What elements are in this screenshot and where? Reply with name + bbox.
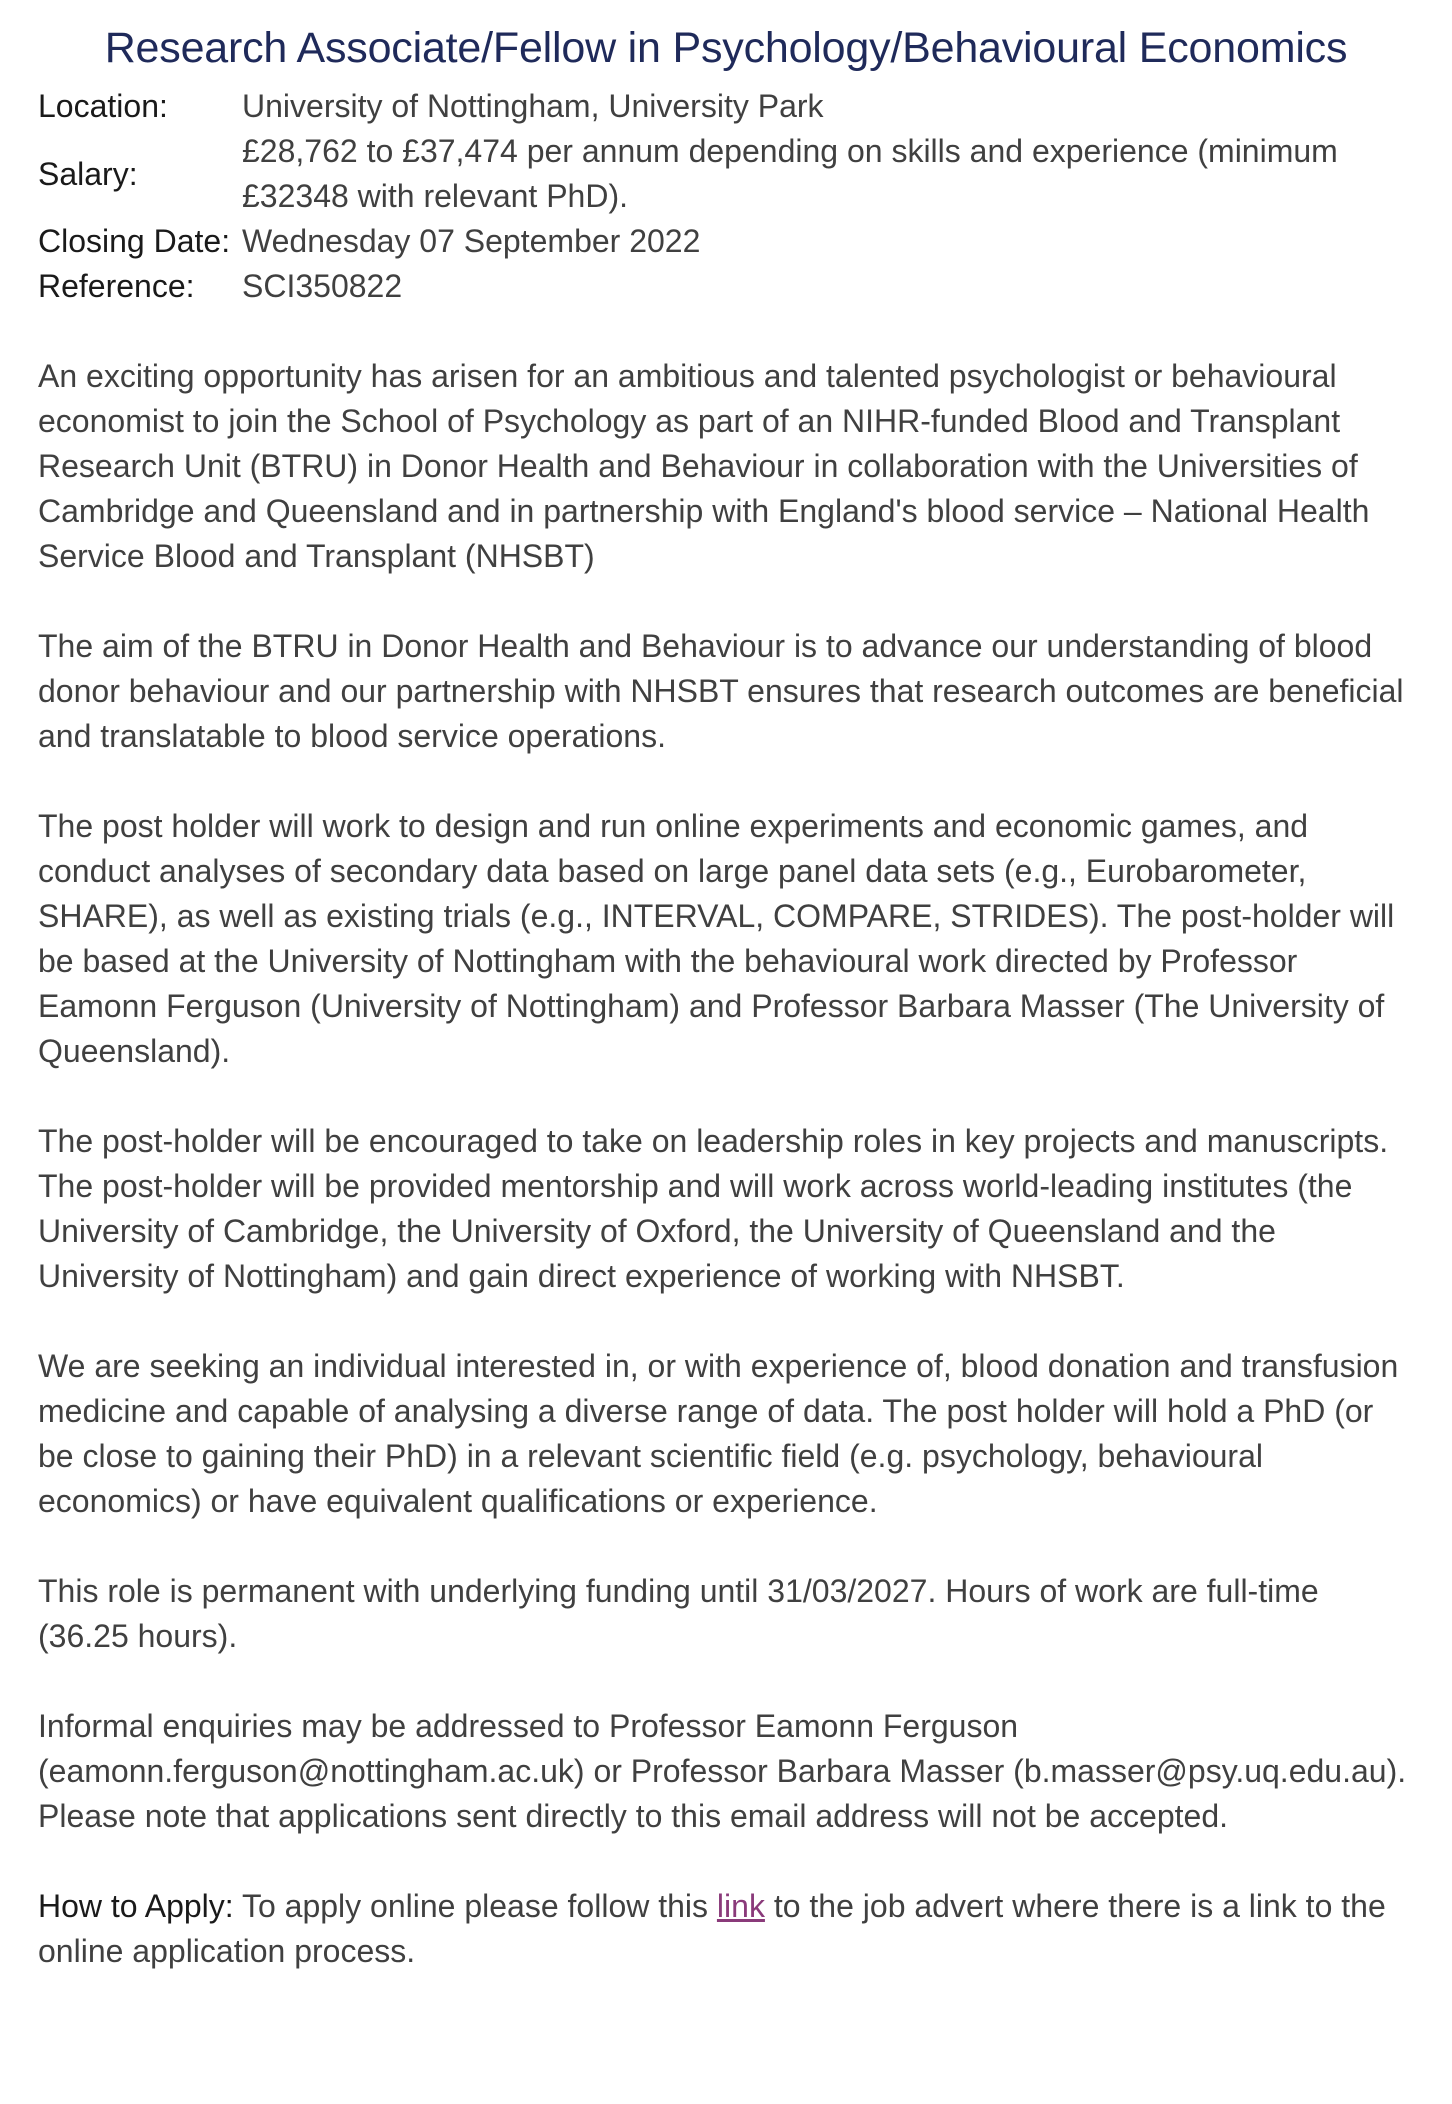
leadership-paragraph: The post-holder will be encouraged to take on leadership roles in key projects and manuscripts. The post-holder will be provided mentorship and will work across world-leading institutes (the University of Cambridge, the University of Oxford, the University of Queensland and the University of Nottingham) and gain direct experience of working with NHSBT. bbox=[38, 1123, 1389, 1294]
aim-paragraph: The aim of the BTRU in Donor Health and Behaviour is to advance our understanding of blood donor behaviour and our partnership with NHSBT ensures that research outcomes are beneficial and translatable to blood service operations. bbox=[38, 628, 1404, 754]
how-to-apply-label: How to Apply: bbox=[38, 1888, 234, 1924]
how-to-apply-paragraph bbox=[38, 1884, 1414, 1974]
salary-row bbox=[38, 129, 1414, 219]
closing-date-value: Wednesday 07 September 2022 bbox=[242, 223, 701, 259]
closing-date-row bbox=[38, 219, 1414, 264]
intro-paragraph: An exciting opportunity has arisen for an ambitious and talented psychologist or behavioural economist to join the School of Psychology as part of an NIHR-funded Blood and Transplant Research Unit (BTRU) in Donor Health and Behaviour in collaboration with the Universities of Cambridge and Queensland and in partnership with England's blood service – National Health Service Blood and Transplant (NHSBT) bbox=[38, 358, 1370, 574]
reference-value: SCI350822 bbox=[242, 268, 403, 304]
how-to-apply-text-after: to the job advert where there is a link to the online application process. bbox=[38, 1888, 1386, 1969]
contract-paragraph: This role is permanent with underlying funding until 31/03/2027. Hours of work are full-time (36.25 hours). bbox=[38, 1573, 1319, 1654]
location-value: University of Nottingham, University Park bbox=[242, 88, 824, 124]
location-label: Location: bbox=[38, 88, 168, 124]
reference-row bbox=[38, 264, 1414, 309]
reference-label: Reference: bbox=[38, 268, 195, 304]
enquiries-paragraph: Informal enquiries may be addressed to Professor Eamonn Ferguson (eamonn.ferguson@nottingham.ac.uk) or Professor Barbara Masser (b.masser@psy.uq.edu.au). Please note that applications sent directly to this email address will not be accepted. bbox=[38, 1708, 1407, 1834]
closing-date-label: Closing Date: bbox=[38, 223, 231, 259]
salary-value: £28,762 to £37,474 per annum depending on skills and experience (minimum £32348 with relevant PhD). bbox=[242, 133, 1338, 214]
page-title: Research Associate/Fellow in Psychology/Behavioural Economics bbox=[104, 24, 1348, 72]
job-details-table bbox=[38, 84, 1414, 309]
requirements-paragraph: We are seeking an individual interested in, or with experience of, blood donation and transfusion medicine and capable of analysing a diverse range of data. The post holder will hold a PhD (or be close to gaining their PhD) in a relevant scientific field (e.g. psychology, behavioural economics) or have equivalent qualifications or experience. bbox=[38, 1348, 1399, 1519]
location-row bbox=[38, 84, 1414, 129]
duties-paragraph: The post holder will work to design and run online experiments and economic games, and conduct analyses of secondary data based on large panel data sets (e.g., Eurobarometer, SHARE), as well as existing trials (e.g., INTERVAL, COMPARE, STRIDES). The post-holder will be based at the University of Nottingham with the behavioural work directed by Professor Eamonn Ferguson (University of Nottingham) and Professor Barbara Masser (The University of Queensland). bbox=[38, 808, 1395, 1069]
how-to-apply-text-before: To apply online please follow this bbox=[233, 1888, 717, 1924]
salary-label: Salary: bbox=[38, 155, 138, 192]
apply-link[interactable]: link bbox=[716, 1888, 765, 1924]
